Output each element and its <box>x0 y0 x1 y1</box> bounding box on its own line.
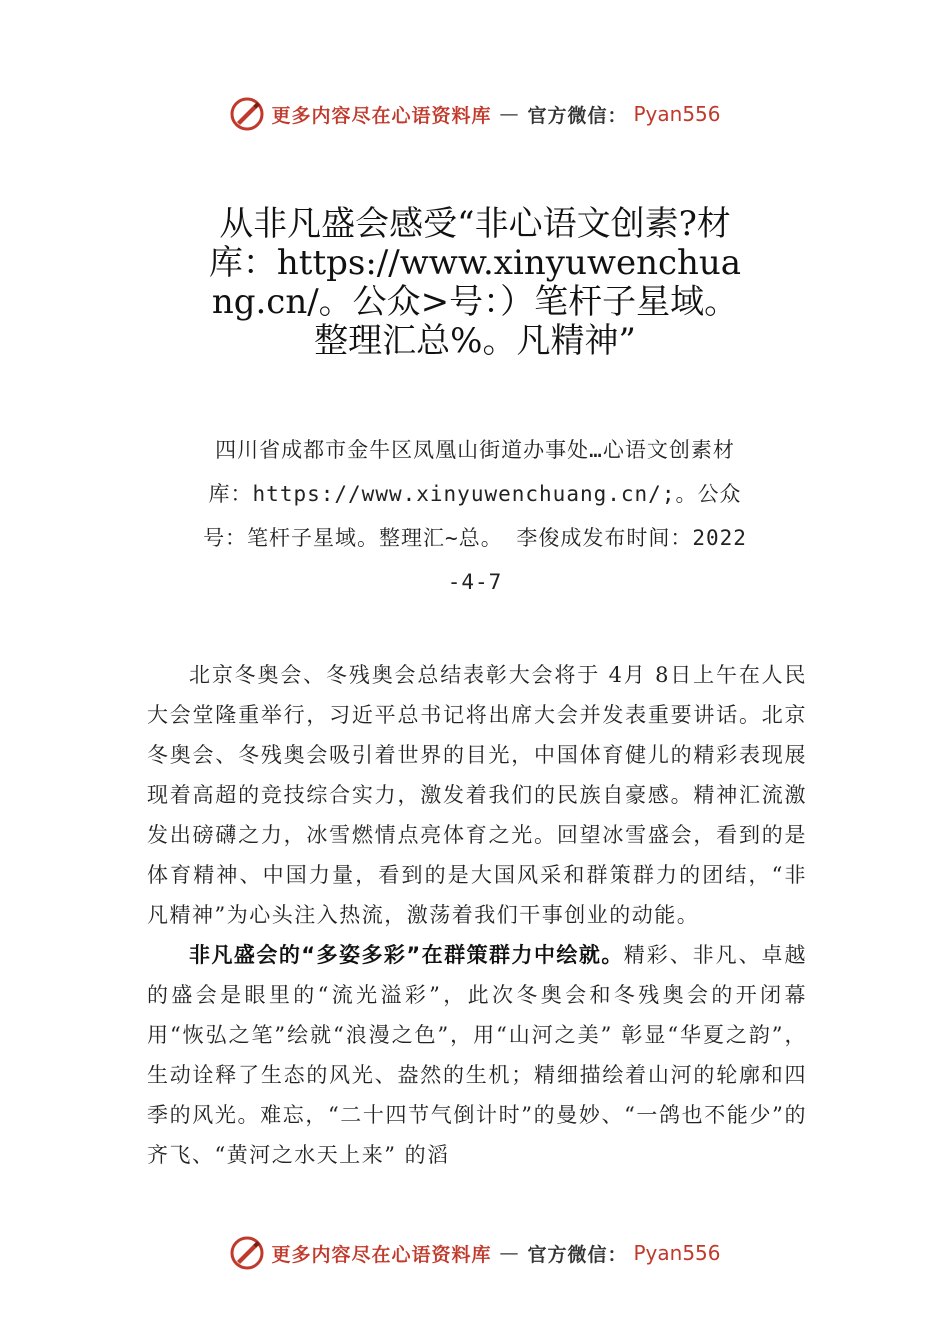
watermark-wechat-id: Pyan556 <box>633 102 721 126</box>
watermark-wechat-label: 官方微信： <box>527 104 628 127</box>
watermark-dash: — <box>499 1242 520 1264</box>
paragraph-2-body: 精彩、非凡、卓越的盛会是眼里的“流光溢彩”，此次冬奥会和冬残奥会的开闭幕用“恢弘之笔”绘就“浪漫之色”，用“山河之美” 彰显“华夏之韵”，生动诠释了生态的风光、盎然的生机；精细描绘着山河的轮廓和四季的风光。难忘，“二十四节气倒计时”的曼妙、“一鸽也不能少”的齐飞、“黄河之水天上来” 的滔 <box>147 943 807 1167</box>
pen-seal-logo-icon <box>229 96 265 132</box>
pen-seal-logo-icon <box>229 1235 265 1271</box>
footer-watermark <box>0 1233 950 1273</box>
document-title: 从非凡盛会感受“非心语文创素?材库：https://www.xinyuwenchuang.cn/。公众>号：）笔杆子星域。整理汇总%。凡精神” <box>208 204 742 361</box>
watermark-main-text: 更多内容尽在心语资料库 <box>271 104 492 127</box>
watermark-main-text: 更多内容尽在心语资料库 <box>271 1243 492 1266</box>
watermark-wechat-id: Pyan556 <box>633 1241 721 1265</box>
paragraph-2 <box>147 935 807 1175</box>
watermark-dash: — <box>499 103 520 125</box>
document-body <box>147 655 807 1175</box>
document-meta: 四川省成都市金牛区凤凰山街道办事处…心语文创素材库：https://www.xinyuwenchuang.cn/;。公众号：笔杆子星域。整理汇~总。 李俊成发布时间：2022-4-7 <box>203 438 747 594</box>
watermark-wechat-label: 官方微信： <box>527 1243 628 1266</box>
paragraph-1: 北京冬奥会、冬残奥会总结表彰大会将于 4月 8日上午在人民大会堂隆重举行，习近平总书记将出席大会并发表重要讲话。北京冬奥会、冬残奥会吸引着世界的目光，中国体育健儿的精彩表现展现着高超的竞技综合实力，激发着我们的民族自豪感。精神汇流激发出磅礴之力，冰雪燃情点亮体育之光。回望冰雪盛会，看到的是体育精神、中国力量，看到的是大国风采和群策群力的团结，“非凡精神”为心头注入热流，激荡着我们干事创业的动能。 <box>147 663 807 927</box>
paragraph-2-heading: 非凡盛会的“多姿多彩”在群策群力中绘就。 <box>189 943 624 967</box>
header-watermark <box>0 94 950 134</box>
